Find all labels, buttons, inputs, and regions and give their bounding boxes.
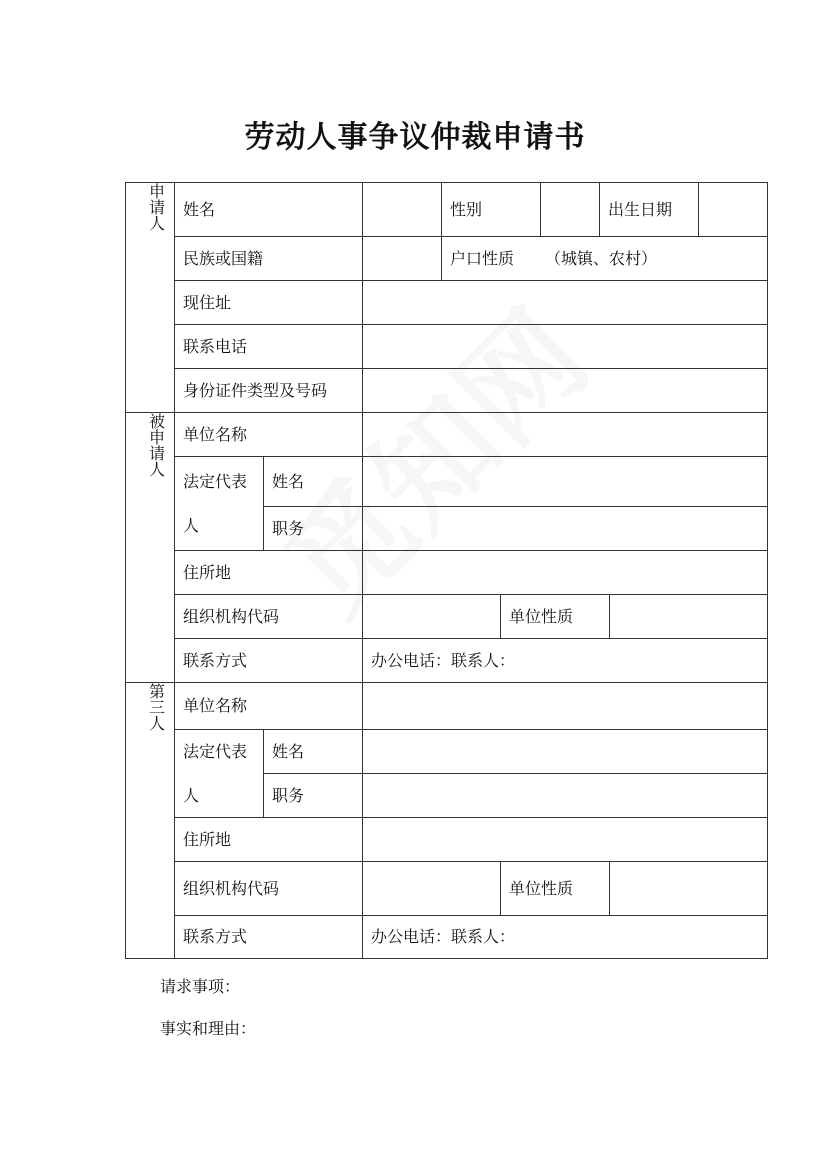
applicant-household-options[interactable]: （城镇、农村） bbox=[545, 248, 658, 268]
third-party-rep-title-label: 职务 bbox=[272, 785, 305, 805]
respondent-unit-nature-label: 单位性质 bbox=[509, 606, 574, 626]
applicant-phone-label: 联系电话 bbox=[183, 336, 248, 356]
third-party-residence-field[interactable] bbox=[363, 818, 767, 861]
applicant-birthdate-label: 出生日期 bbox=[608, 199, 673, 219]
respondent-unit-nature-field[interactable] bbox=[610, 595, 767, 638]
respondent-rep-title-label: 职务 bbox=[272, 518, 305, 538]
respondent-rep-name-label: 姓名 bbox=[272, 471, 305, 491]
applicant-ethnicity-field[interactable] bbox=[363, 237, 441, 280]
third-party-residence-label: 住所地 bbox=[183, 829, 232, 849]
third-party-unit-nature-field[interactable] bbox=[610, 862, 767, 915]
applicant-phone-field[interactable] bbox=[363, 325, 767, 368]
respondent-legal-rep-label: 法定代表 人 bbox=[183, 471, 248, 535]
applicant-birthdate-field[interactable] bbox=[699, 183, 767, 236]
respondent-org-code-field[interactable] bbox=[363, 595, 500, 638]
section-label-applicant: 申 请 人 bbox=[148, 182, 165, 233]
respondent-unit-name-field[interactable] bbox=[363, 413, 767, 456]
respondent-contact-label: 联系方式 bbox=[183, 650, 248, 670]
third-party-rep-title-field[interactable] bbox=[363, 774, 767, 817]
respondent-contact-field[interactable]: 办公电话：联系人： bbox=[371, 650, 516, 670]
third-party-legal-rep-label: 法定代表 人 bbox=[183, 741, 248, 805]
respondent-unit-name-label: 单位名称 bbox=[183, 424, 248, 444]
section-label-third-party: 第 三 人 bbox=[148, 682, 165, 733]
third-party-rep-name-label: 姓名 bbox=[272, 741, 305, 761]
page-title: 劳动人事争议仲裁申请书 bbox=[244, 120, 586, 155]
respondent-residence-field[interactable] bbox=[363, 551, 767, 594]
respondent-rep-name-field[interactable] bbox=[363, 457, 767, 506]
third-party-contact-field[interactable]: 办公电话：联系人： bbox=[371, 927, 516, 946]
third-party-unit-nature-label: 单位性质 bbox=[509, 878, 574, 898]
third-party-unit-name-field[interactable] bbox=[363, 683, 767, 729]
requests-label: 请求事项： bbox=[160, 977, 241, 996]
applicant-gender-label: 性别 bbox=[450, 199, 483, 219]
applicant-address-field[interactable] bbox=[363, 281, 767, 324]
applicant-id-field[interactable] bbox=[363, 369, 767, 412]
third-party-unit-name-label: 单位名称 bbox=[183, 696, 248, 715]
section-label-respondent: 被 申 请 人 bbox=[148, 412, 165, 479]
third-party-contact-label: 联系方式 bbox=[183, 927, 248, 946]
applicant-id-label: 身份证件类型及号码 bbox=[183, 380, 328, 400]
third-party-org-code-label: 组织机构代码 bbox=[183, 878, 280, 898]
facts-label: 事实和理由： bbox=[160, 1019, 257, 1038]
respondent-residence-label: 住所地 bbox=[183, 562, 232, 582]
applicant-gender-field[interactable] bbox=[541, 183, 599, 236]
respondent-rep-title-field[interactable] bbox=[363, 507, 767, 550]
applicant-name-field[interactable] bbox=[363, 183, 441, 236]
respondent-org-code-label: 组织机构代码 bbox=[183, 606, 280, 626]
applicant-name-label: 姓名 bbox=[183, 199, 216, 219]
third-party-rep-name-field[interactable] bbox=[363, 730, 767, 773]
applicant-address-label: 现住址 bbox=[183, 292, 232, 312]
applicant-household-label: 户口性质 bbox=[450, 248, 515, 268]
applicant-ethnicity-label: 民族或国籍 bbox=[183, 248, 264, 268]
third-party-org-code-field[interactable] bbox=[363, 862, 500, 915]
